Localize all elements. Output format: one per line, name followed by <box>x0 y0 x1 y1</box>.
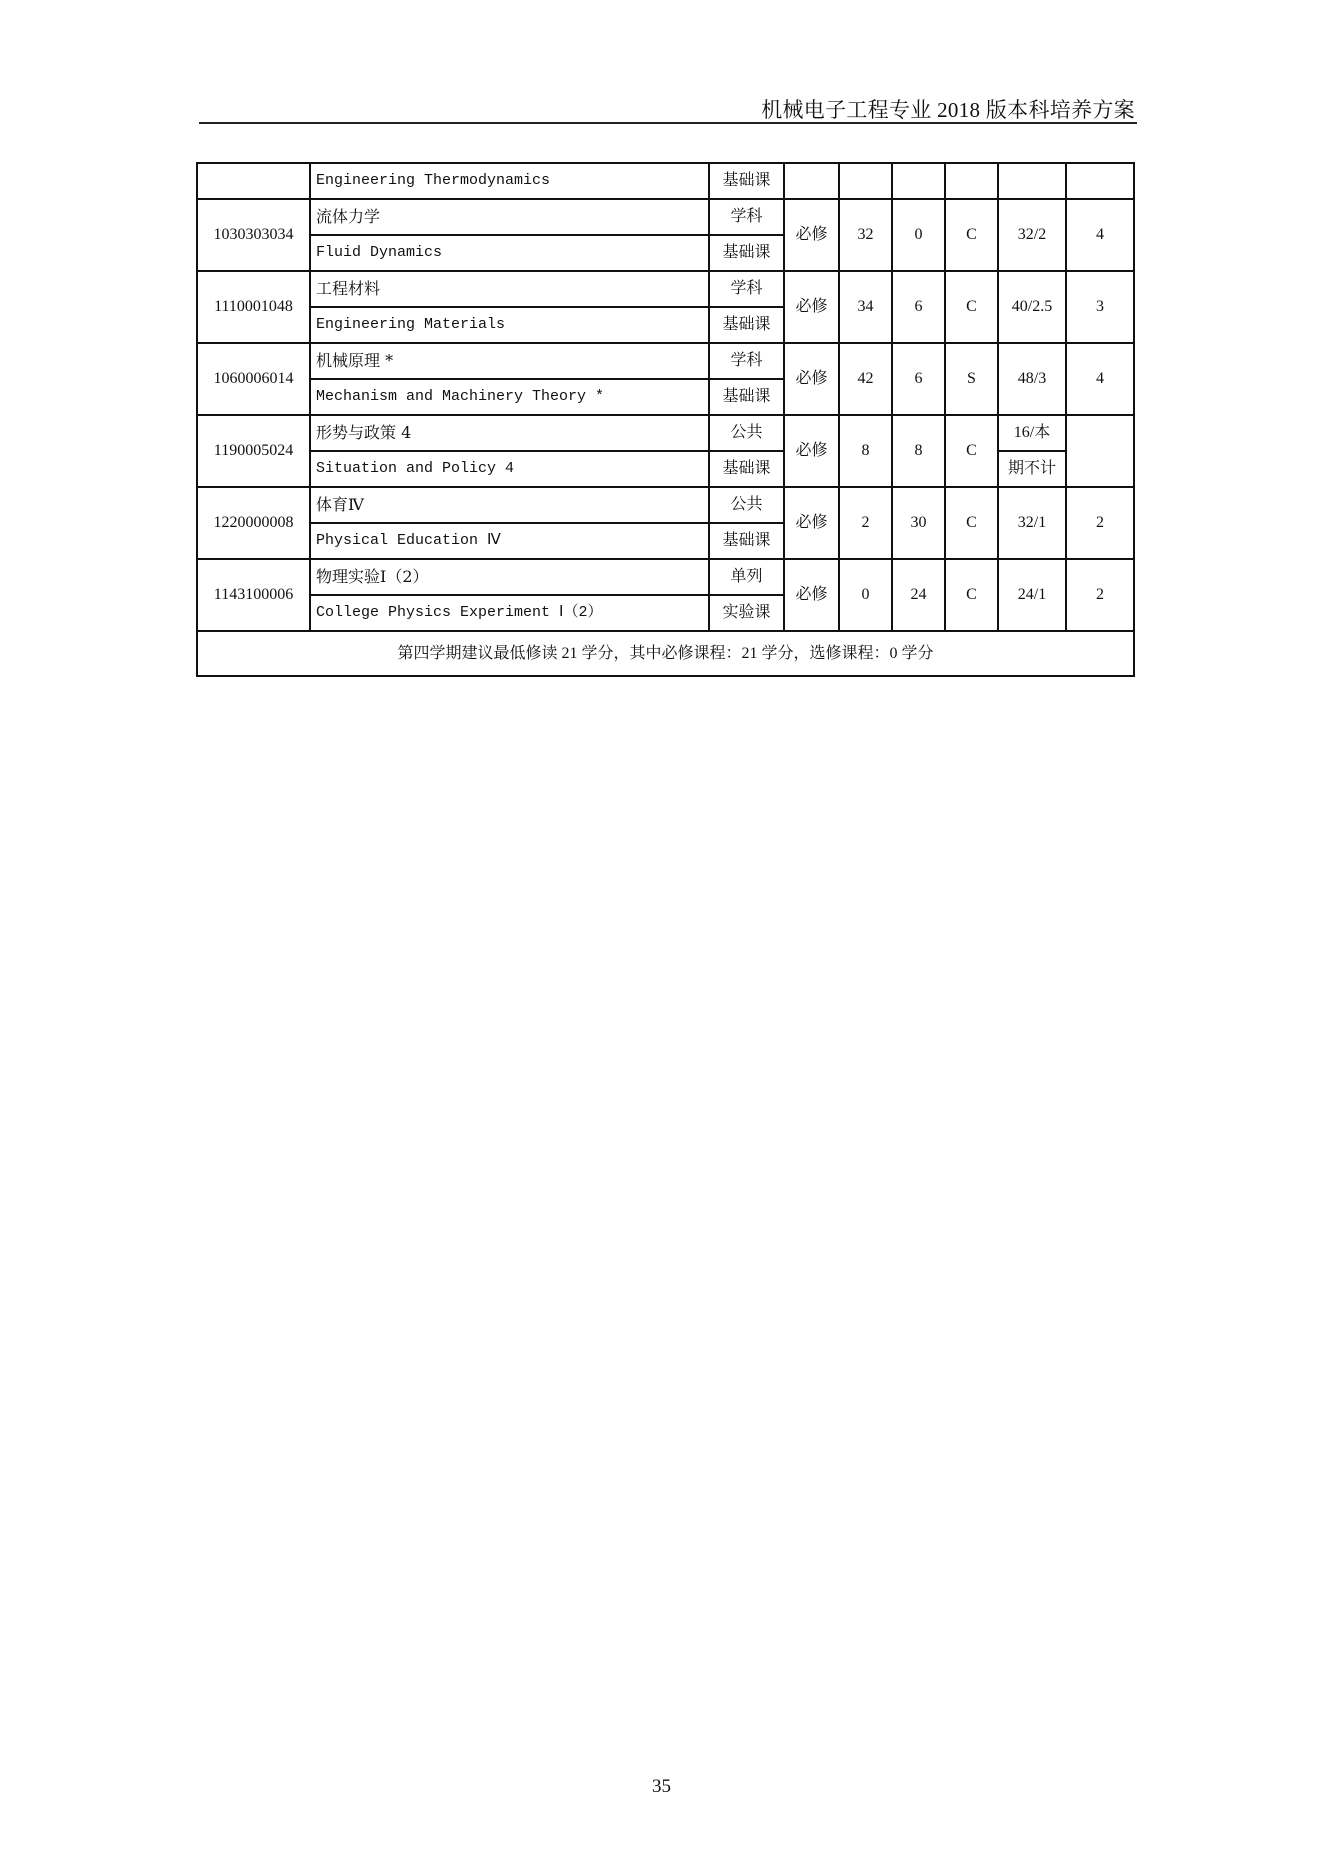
course-nature: 必修 <box>784 487 839 559</box>
assessment-cell <box>945 163 998 199</box>
course-row <box>197 559 1134 595</box>
page-header <box>199 92 1137 124</box>
course-row <box>197 199 1134 235</box>
summary-row <box>197 631 1134 676</box>
page-number: 35 <box>652 1776 671 1797</box>
course-code: 1220000008 <box>197 487 310 559</box>
course-row <box>197 487 1134 523</box>
course-name-cn: 体育Ⅳ <box>310 487 709 523</box>
theory-hours: 42 <box>839 343 892 415</box>
practice-hours-cell <box>892 163 945 199</box>
course-category-line1: 公共 <box>709 415 784 451</box>
semester: 2 <box>1066 559 1134 631</box>
course-code: 1110001048 <box>197 271 310 343</box>
theory-hours: 32 <box>839 199 892 271</box>
carry-over-row <box>197 163 1134 199</box>
course-name-en: College Physics Experiment Ⅰ（2） <box>310 595 709 631</box>
theory-hours: 2 <box>839 487 892 559</box>
course-nature: 必修 <box>784 415 839 487</box>
course-category-line1: 单列 <box>709 559 784 595</box>
course-category-line1: 学科 <box>709 343 784 379</box>
semester-summary: 第四学期建议最低修读 21 学分，其中必修课程：21 学分，选修课程：0 学分 <box>197 631 1134 676</box>
theory-hours: 0 <box>839 559 892 631</box>
hours-credits-line1: 16/本 <box>998 415 1066 451</box>
semester: 2 <box>1066 487 1134 559</box>
course-name-en: Situation and Policy 4 <box>310 451 709 487</box>
course-nature: 必修 <box>784 199 839 271</box>
course-category-line1: 学科 <box>709 271 784 307</box>
course-nature: 必修 <box>784 343 839 415</box>
theory-hours: 8 <box>839 415 892 487</box>
hours-credits: 24/1 <box>998 559 1066 631</box>
assessment-type: C <box>945 487 998 559</box>
hours-credits: 32/1 <box>998 487 1066 559</box>
practice-hours: 6 <box>892 343 945 415</box>
course-category-line2: 基础课 <box>709 235 784 271</box>
course-nature-cell <box>784 163 839 199</box>
semester: 3 <box>1066 271 1134 343</box>
course-row <box>197 271 1134 307</box>
theory-hours-cell <box>839 163 892 199</box>
course-category-line1: 公共 <box>709 487 784 523</box>
semester <box>1066 415 1134 487</box>
course-code: 1143100006 <box>197 559 310 631</box>
practice-hours: 6 <box>892 271 945 343</box>
course-code: 1190005024 <box>197 415 310 487</box>
course-name-en: Fluid Dynamics <box>310 235 709 271</box>
semester-cell <box>1066 163 1134 199</box>
course-name-en: Engineering Materials <box>310 307 709 343</box>
semester: 4 <box>1066 343 1134 415</box>
course-name-cn: 工程材料 <box>310 271 709 307</box>
assessment-type: C <box>945 199 998 271</box>
practice-hours: 0 <box>892 199 945 271</box>
hours-credits: 40/2.5 <box>998 271 1066 343</box>
semester: 4 <box>1066 199 1134 271</box>
practice-hours: 8 <box>892 415 945 487</box>
course-code-cell <box>197 163 310 199</box>
course-nature: 必修 <box>784 559 839 631</box>
course-category-line2: 基础课 <box>709 451 784 487</box>
course-category-line2: 基础课 <box>709 523 784 559</box>
assessment-type: C <box>945 271 998 343</box>
hours-credits-line2: 期不计 <box>998 451 1066 487</box>
course-code: 1060006014 <box>197 343 310 415</box>
course-name-en: Physical Education Ⅳ <box>310 523 709 559</box>
header-title: 机械电子工程专业 2018 版本科培养方案 <box>761 98 1135 122</box>
course-category-line2: 基础课 <box>709 379 784 415</box>
theory-hours: 34 <box>839 271 892 343</box>
assessment-type: C <box>945 415 998 487</box>
practice-hours: 24 <box>892 559 945 631</box>
assessment-type: C <box>945 559 998 631</box>
course-row <box>197 415 1134 451</box>
course-category-cell: 基础课 <box>709 163 784 199</box>
practice-hours: 30 <box>892 487 945 559</box>
assessment-type: S <box>945 343 998 415</box>
course-code: 1030303034 <box>197 199 310 271</box>
hours-credits-cell <box>998 163 1066 199</box>
course-name-cn: 机械原理 * <box>310 343 709 379</box>
course-category-line1: 学科 <box>709 199 784 235</box>
course-table <box>196 162 1135 677</box>
hours-credits: 48/3 <box>998 343 1066 415</box>
course-category-line2: 实验课 <box>709 595 784 631</box>
hours-credits: 32/2 <box>998 199 1066 271</box>
course-category-line2: 基础课 <box>709 307 784 343</box>
course-name-cn: 流体力学 <box>310 199 709 235</box>
course-name-cn: 形势与政策 4 <box>310 415 709 451</box>
course-nature: 必修 <box>784 271 839 343</box>
course-row <box>197 343 1134 379</box>
course-name-en: Mechanism and Machinery Theory * <box>310 379 709 415</box>
course-name-en: Engineering Thermodynamics <box>310 163 709 199</box>
course-name-cn: 物理实验Ⅰ（2） <box>310 559 709 595</box>
